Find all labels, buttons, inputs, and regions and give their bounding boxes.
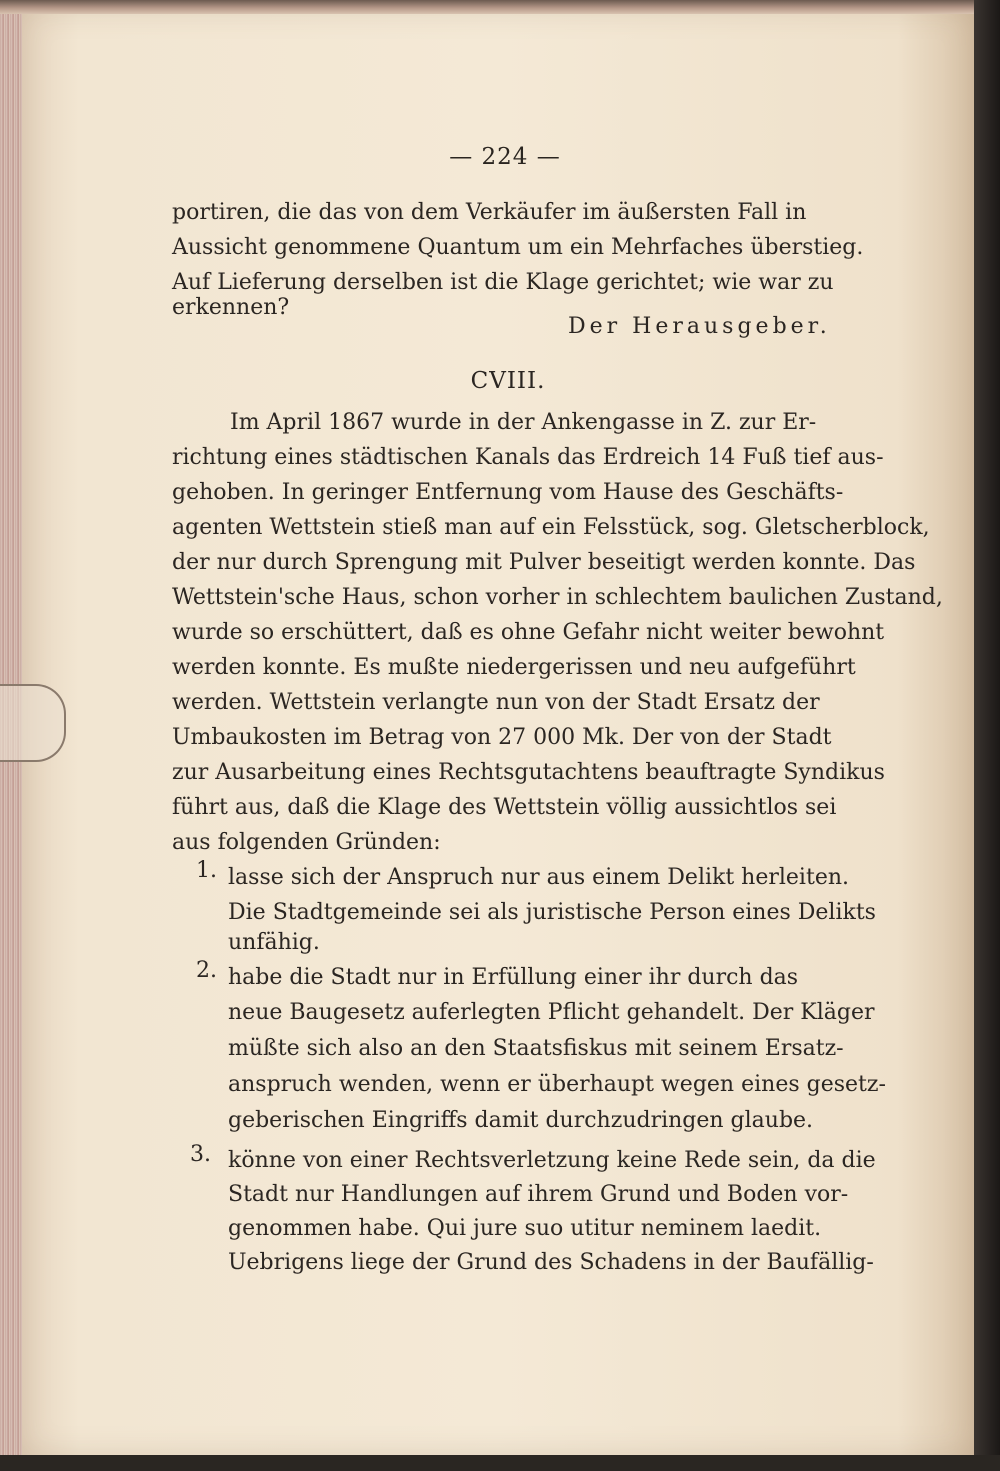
case-line: zur Ausarbeitung eines Rechtsgutachtens beauftragte Syndikus xyxy=(172,760,885,785)
intro-line: Aussicht genommene Quantum um ein Mehrfaches überstieg. xyxy=(172,235,864,260)
reason-line: Stadt nur Handlungen auf ihrem Grund und Boden vor- xyxy=(228,1182,849,1207)
case-line: gehoben. In geringer Entfernung vom Hause des Geschäfts- xyxy=(172,480,844,505)
intro-line: erkennen? xyxy=(172,295,290,320)
reason-number: 1. xyxy=(196,858,217,883)
signature: Der Herausgeber. xyxy=(568,314,831,339)
reason-line: müßte sich also an den Staatsfiskus mit seinem Ersatz- xyxy=(228,1036,844,1061)
case-line: wurde so erschüttert, daß es ohne Gefahr nicht weiter bewohnt xyxy=(172,620,885,645)
case-line: agenten Wettstein stieß man auf ein Felsstück, sog. Gletscherblock, xyxy=(172,515,930,540)
case-line: werden. Wettstein verlangte nun von der Stadt Ersatz der xyxy=(172,690,820,715)
page-tab-marker xyxy=(0,684,66,762)
reason-line: neue Baugesetz auferlegten Pflicht gehandelt. Der Kläger xyxy=(228,1000,875,1025)
reason-number: 3. xyxy=(190,1142,211,1167)
case-line: Im April 1867 wurde in der Ankengasse in Z. zur Er- xyxy=(230,410,817,435)
case-line: Umbaukosten im Betrag von 27 000 Mk. Der von der Stadt xyxy=(172,725,832,750)
book-spine-shadow xyxy=(974,0,1000,1471)
reason-line: habe die Stadt nur in Erfüllung einer ihr durch das xyxy=(228,965,799,990)
page-number: — 224 — xyxy=(449,144,561,170)
case-line: Wettstein'sche Haus, schon vorher in schlechtem baulichen Zustand, xyxy=(172,585,943,610)
intro-line: Auf Lieferung derselben ist die Klage gerichtet; wie war zu xyxy=(172,270,834,295)
reason-line: genommen habe. Qui jure suo utitur neminem laedit. xyxy=(228,1216,822,1241)
intro-line: portiren, die das von dem Verkäufer im äußersten Fall in xyxy=(172,200,807,225)
section-heading: CVIII. xyxy=(470,368,546,394)
case-line: der nur durch Sprengung mit Pulver beseitigt werden konnte. Das xyxy=(172,550,916,575)
reason-line: geberischen Eingriffs damit durchzudringen glaube. xyxy=(228,1108,814,1133)
scan-bottom-border xyxy=(0,1455,1000,1471)
reason-line: Die Stadtgemeinde sei als juristische Person eines Delikts xyxy=(228,900,876,925)
reason-line: Uebrigens liege der Grund des Schadens in der Baufällig- xyxy=(228,1250,874,1275)
book-top-edge xyxy=(0,0,1000,14)
reason-line: könne von einer Rechtsverletzung keine Rede sein, da die xyxy=(228,1148,876,1173)
case-line: werden konnte. Es mußte niedergerissen und neu aufgeführt xyxy=(172,655,856,680)
case-line: richtung eines städtischen Kanals das Erdreich 14 Fuß tief aus- xyxy=(172,445,884,470)
reason-number: 2. xyxy=(196,958,217,983)
reason-line: lasse sich der Anspruch nur aus einem Delikt herleiten. xyxy=(228,865,849,890)
reason-line: anspruch wenden, wenn er überhaupt wegen eines gesetz- xyxy=(228,1072,886,1097)
case-line: aus folgenden Gründen: xyxy=(172,830,441,855)
reason-line: unfähig. xyxy=(228,930,320,955)
case-line: führt aus, daß die Klage des Wettstein völlig aussichtlos sei xyxy=(172,795,837,820)
